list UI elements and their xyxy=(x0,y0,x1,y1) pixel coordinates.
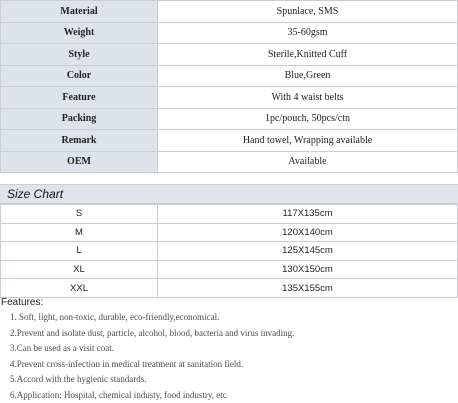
feature-item: 1. Soft, light, non-toxic, durable, eco-friendly,economical. xyxy=(10,312,220,322)
size-chart-title: Size Chart xyxy=(0,184,458,204)
spec-key: Weight xyxy=(1,22,158,44)
size-label: S xyxy=(1,205,158,224)
spec-row-packing xyxy=(1,108,458,130)
size-row xyxy=(1,260,458,279)
spec-row-material xyxy=(1,1,458,23)
size-label: XL xyxy=(1,260,158,279)
size-label: XXL xyxy=(1,279,158,298)
size-label: L xyxy=(1,242,158,261)
spec-value: 35-60gsm xyxy=(158,22,458,44)
features-heading: Features: xyxy=(1,297,44,308)
spec-value: Hand towel, Wrapping available xyxy=(158,130,458,152)
spec-row-color xyxy=(1,65,458,87)
spec-value: Sterile,Knitted Cuff xyxy=(158,44,458,66)
features-list xyxy=(0,309,458,402)
spec-key: Material xyxy=(1,1,158,23)
spec-value: Available xyxy=(158,151,458,173)
spec-value: 1pc/pouch, 50pcs/ctn xyxy=(158,108,458,130)
size-label: M xyxy=(1,223,158,242)
size-dimension: 120X140cm xyxy=(158,223,458,242)
size-row xyxy=(1,279,458,298)
spec-row-style xyxy=(1,44,458,66)
size-dimension: 130X150cm xyxy=(158,260,458,279)
spec-key: Remark xyxy=(1,130,158,152)
spec-row-remark xyxy=(1,130,458,152)
size-row xyxy=(1,223,458,242)
spec-row-feature xyxy=(1,87,458,109)
spec-value: Spunlace, SMS xyxy=(158,1,458,23)
size-row xyxy=(1,205,458,224)
spec-row-oem xyxy=(1,151,458,173)
spec-value: With 4 waist belts xyxy=(158,87,458,109)
feature-item: 6.Application: Hospital, chemical industy, food industry, etc xyxy=(10,389,227,400)
spec-key: Packing xyxy=(1,108,158,130)
specification-table xyxy=(0,0,458,173)
spec-key: Feature xyxy=(1,87,158,109)
feature-item: 4.Prevent cross-infection in medical treatment at sanitation field. xyxy=(10,358,244,369)
size-chart-table xyxy=(0,204,458,298)
spec-key: OEM xyxy=(1,151,158,173)
feature-item: 2.Prevent and isolate dust, particle, alcohol, blood, bacteria and virus invading. xyxy=(10,327,295,338)
size-dimension: 125X145cm xyxy=(158,242,458,261)
size-dimension: 117X135cm xyxy=(158,205,458,224)
size-row xyxy=(1,242,458,261)
spec-row-weight xyxy=(1,22,458,44)
features-section xyxy=(0,296,458,402)
feature-item: 5.Accord with the hygienic standards. xyxy=(10,374,147,384)
spec-key: Color xyxy=(1,65,158,87)
size-dimension: 135X155cm xyxy=(158,279,458,298)
feature-item: 3.Can be used as a visit coat. xyxy=(10,343,114,353)
spec-key: Style xyxy=(1,44,158,66)
spec-value: Blue,Green xyxy=(158,65,458,87)
